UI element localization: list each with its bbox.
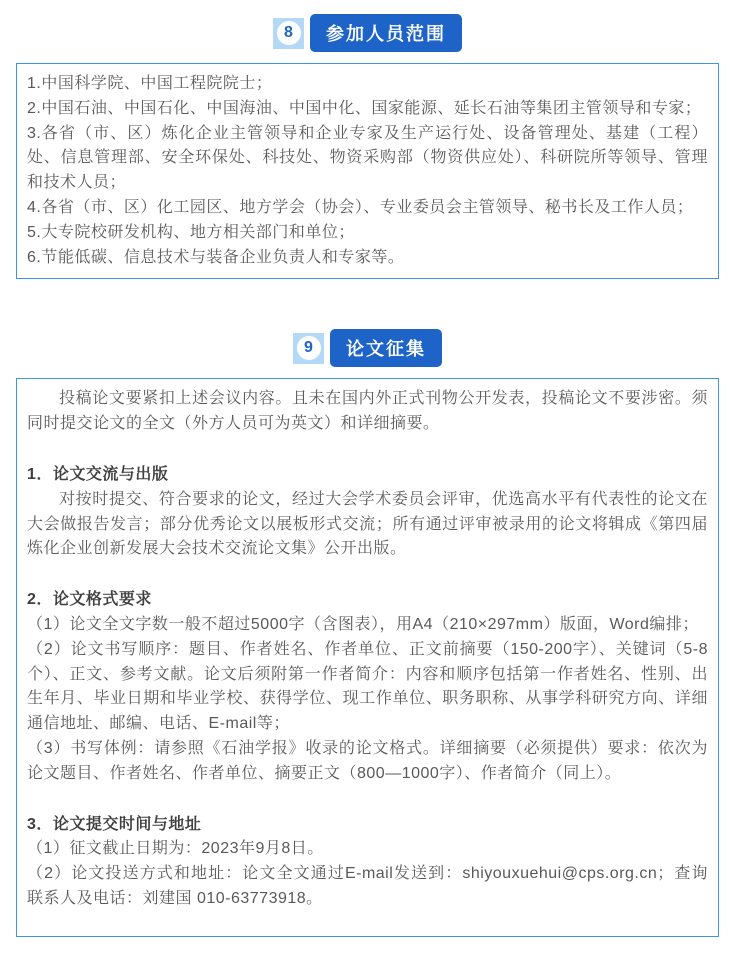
section-8-title: 参加人员范围 bbox=[310, 14, 462, 52]
papers-part3-item-2: （2）论文投送方式和地址：论文全文通过E-mail发送到：shiyouxuehui@cps.org.cn；查询联系人及电话：刘建国 010-63773918。 bbox=[27, 865, 708, 907]
participant-item: 2.中国石油、中国石化、中国海油、中国中化、国家能源、延长石油等集团主管领导和专家； bbox=[27, 99, 702, 117]
papers-part3-item-1: （1）征文截止日期为：2023年9月8日。 bbox=[27, 840, 324, 858]
section-8-content-box bbox=[16, 63, 719, 279]
participant-item: 6.节能低碳、信息技术与装备企业负责人和专家等。 bbox=[27, 248, 405, 266]
papers-part2-heading: 2．论文格式要求 bbox=[27, 591, 152, 609]
section-9-number-circle bbox=[297, 336, 321, 360]
participant-item: 3.各省（市、区）炼化企业主管领导和企业专家及生产运行处、设备管理处、基建（工程）处、信息管理部、安全环保处、科技处、物资采购部（物资供应处）、科研院所等领导、管理和技术人员； bbox=[27, 124, 708, 192]
section-9-number: 9 bbox=[304, 339, 313, 357]
participant-item: 4.各省（市、区）化工园区、地方学会（协会）、专业委员会主管领导、秘书长及工作人员； bbox=[27, 198, 694, 216]
papers-part1-body: 对按时提交、符合要求的论文，经过大会学术委员会评审，优选高水平有代表性的论文在大会做报告发言；部分优秀论文以展板形式交流；所有通过评审被录用的论文将辑成《第四届炼化企业创新发展大会技术交流论文集》公开出版。 bbox=[27, 490, 708, 558]
section-9-number-badge bbox=[293, 333, 324, 364]
section-9-content-box bbox=[16, 378, 719, 936]
papers-part2-item-3: （3）书写体例：请参照《石油学报》收录的论文格式。详细摘要（必须提供）要求：依次为论文题目、作者姓名、作者单位、摘要正文（800—1000字）、作者简介（同上）。 bbox=[27, 739, 708, 782]
papers-part2-item-2: （2）论文书写顺序：题目、作者姓名、作者单位、正文前摘要（150-200字）、关键词（5-8个）、正文、参考文献。论文后须附第一作者简介：内容和顺序包括第一作者姓名、性别、出生年月、毕业日期和毕业学校、获得学位、现工作单位、职务职称、从事学科研究方向、详细通信地址、邮编、电话、E-mail等； bbox=[27, 640, 708, 733]
participant-item: 5.大专院校研发机构、地方相关部门和单位； bbox=[27, 223, 355, 241]
section-9-title: 论文征集 bbox=[330, 329, 442, 367]
section-8-number-badge bbox=[273, 18, 304, 49]
participant-item: 1.中国科学院、中国工程院院士； bbox=[27, 75, 273, 92]
section-8-number: 8 bbox=[284, 24, 293, 41]
papers-part3-heading: 3．论文提交时间与地址 bbox=[27, 815, 202, 833]
papers-intro: 投稿论文要紧扣上述会议内容。且未在国内外正式刊物公开发表，投稿论文不要涉密。须同时提交论文的全文（外方人员可为英文）和详细摘要。 bbox=[27, 390, 708, 433]
section-8-number-circle bbox=[277, 21, 301, 45]
section-9-header bbox=[0, 329, 735, 367]
papers-part1-heading: 1．论文交流与出版 bbox=[27, 465, 169, 483]
section-8-header bbox=[0, 14, 735, 52]
papers-part2-item-1: （1）论文全文字数一般不超过5000字（含图表），用A4（210×297mm）版面，Word编排； bbox=[27, 615, 699, 633]
